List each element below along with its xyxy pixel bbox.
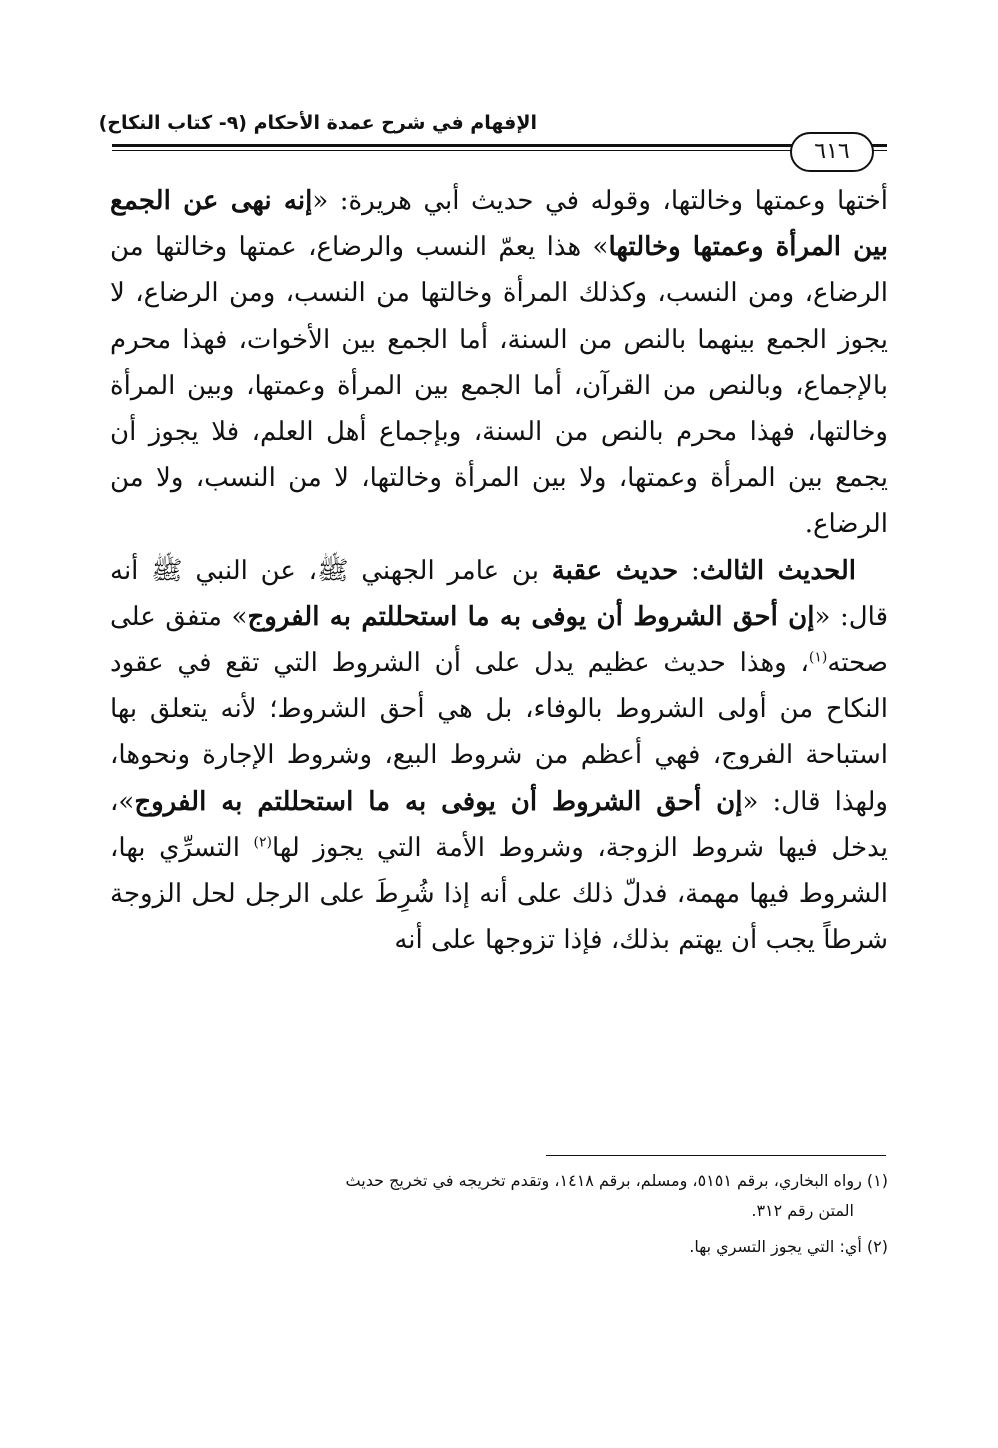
- page-number: ٦١٦: [790, 132, 874, 172]
- footnotes: [110, 1166, 888, 1268]
- footnote-separator: [546, 1155, 886, 1156]
- p2-text-6: التسرِّي بها، الشروط فيها مهمة، فدلّ ذلك على أنه إذا شُرِطَ على الرجل لحل الزوجة شرطاً يجب أن يهتم بذلك، فإذا تزوجها على أنه: [110, 832, 888, 956]
- footnote-1-line-2: المتن رقم ٣١٢.: [751, 1201, 854, 1220]
- p2-text-5: »، يدخل فيها شروط الزوجة، وشروط الأمة التي يجوز لها: [110, 786, 888, 863]
- footnote-ref-2[interactable]: (٢): [253, 834, 272, 851]
- header-rule-thin: [112, 150, 887, 151]
- p2-text-1: :: [678, 555, 700, 586]
- p2-hadith-quote-1: إن أحق الشروط أن يوفى به ما استحللتم به الفروج: [247, 601, 815, 632]
- footnote-1: [110, 1166, 888, 1226]
- p2-text-2: بن عامر الجهني ﷺ، عن النبي ﷺ أنه قال: «: [110, 555, 888, 632]
- footnote-2: (٢) أي: التي يجوز التسري بها.: [689, 1237, 888, 1256]
- body-text: [110, 178, 888, 963]
- header-rule-thick: [112, 144, 887, 147]
- footnote-1-line-1: (١) رواه البخاري، برقم ٥١٥١، ومسلم، برقم ١٤١٨، وتقدم تخريجه في تخريج حديث: [345, 1171, 888, 1190]
- running-title: الإفهام في شرح عمدة الأحكام (٩- كتاب النكاح): [98, 112, 537, 134]
- hadith-title: حديث عقبة: [551, 555, 679, 586]
- section-heading: الحديث الثالث: [699, 555, 856, 586]
- p1-text-1: أختها وعمتها وخالتها، وقوله في حديث أبي هريرة: «: [312, 186, 888, 216]
- p2-hadith-quote-2: إن أحق الشروط أن يوفى به ما استحللتم به الفروج: [134, 786, 743, 817]
- paragraph-1: [110, 178, 888, 548]
- p2-text-3: » متفق على صحته: [110, 601, 888, 679]
- page-header: [98, 108, 887, 168]
- p1-hadith-quote: إنه نهى عن الجمع بين المرأة وعمتها وخالتها: [110, 186, 888, 263]
- paragraph-2: [110, 548, 888, 964]
- p2-text-4: ، وهذا حديث عظيم يدل على أن الشروط التي تقع في عقود النكاح من أولى الشروط بالوفاء، بل هي أحق الشروط؛ لأنه يتعلق بها استباحة الفروج، فهي أعظم من شروط البيع، وشروط الإجارة ونحوها، ولهذا قال: «: [110, 648, 888, 817]
- p1-text-2: » هذا يعمّ النسب والرضاع، عمتها وخالتها من الرضاع، ومن النسب، وكذلك المرأة وخالتها من النسب، ومن الرضاع، لا يجوز الجمع بينهما بالنص من السنة، أما الجمع بين الأخوات، فهذا محرم بالإجماع، وبالنص من القرآن، أما الجمع بين المرأة وعمتها، وبين المرأة وخالتها، فهذا محرم بالنص من السنة، وبإجماع أهل العلم، فلا يجوز أن يجمع بين المرأة وعمتها، ولا بين المرأة وخالتها، لا من النسب، ولا من الرضاع.: [110, 232, 888, 540]
- footnote-ref-1[interactable]: (١): [808, 649, 828, 666]
